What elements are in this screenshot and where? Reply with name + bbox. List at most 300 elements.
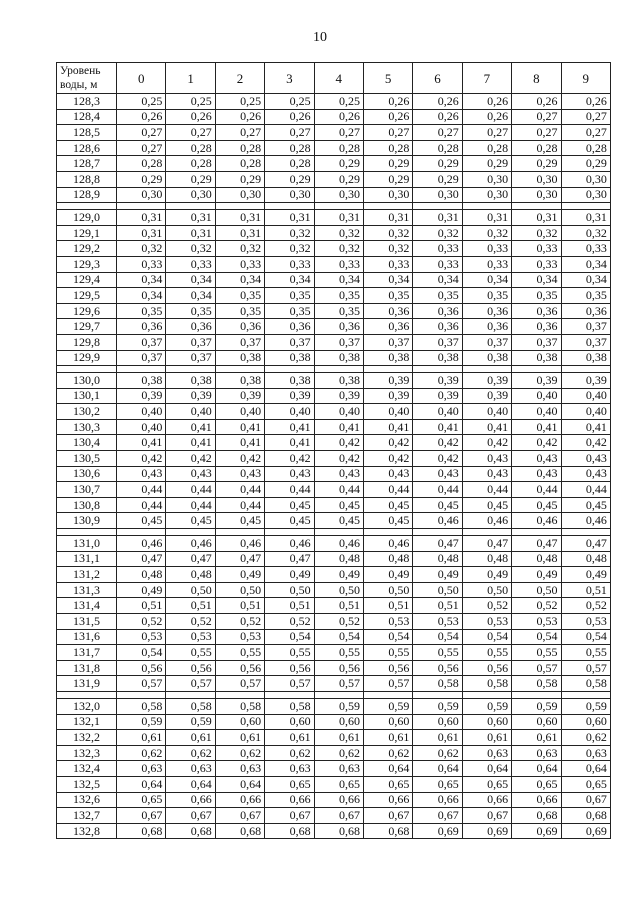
value-cell: 0,50 <box>512 582 561 598</box>
header-level: Уровень воды, м <box>57 63 117 94</box>
value-cell: 0,34 <box>363 272 412 288</box>
value-cell: 0,36 <box>561 303 610 319</box>
value-cell: 0,53 <box>512 614 561 630</box>
value-cell: 0,62 <box>117 745 166 761</box>
value-cell: 0,49 <box>117 582 166 598</box>
table-row <box>57 334 611 350</box>
value-cell: 0,51 <box>413 598 462 614</box>
value-cell: 0,41 <box>512 419 561 435</box>
value-cell: 0,35 <box>265 303 314 319</box>
level-cell: 131,7 <box>57 645 117 661</box>
value-cell: 0,50 <box>314 582 363 598</box>
value-cell: 0,36 <box>512 303 561 319</box>
level-cell: 128,8 <box>57 171 117 187</box>
value-cell: 0,38 <box>215 350 264 366</box>
value-cell: 0,34 <box>166 272 215 288</box>
value-cell: 0,38 <box>512 350 561 366</box>
level-cell: 128,4 <box>57 109 117 125</box>
value-cell: 0,42 <box>561 435 610 451</box>
separator-cell <box>166 529 215 536</box>
value-cell: 0,46 <box>215 536 264 552</box>
level-cell: 131,1 <box>57 551 117 567</box>
value-cell: 0,67 <box>462 808 511 824</box>
separator-cell <box>363 529 412 536</box>
separator-cell <box>57 691 117 698</box>
value-cell: 0,52 <box>561 598 610 614</box>
header-digit: 4 <box>314 63 363 94</box>
value-cell: 0,26 <box>363 109 412 125</box>
table-row <box>57 225 611 241</box>
level-cell: 131,3 <box>57 582 117 598</box>
value-cell: 0,43 <box>363 466 412 482</box>
value-cell: 0,40 <box>413 404 462 420</box>
value-cell: 0,61 <box>512 730 561 746</box>
value-cell: 0,61 <box>413 730 462 746</box>
value-cell: 0,31 <box>512 210 561 226</box>
value-cell: 0,45 <box>314 513 363 529</box>
value-cell: 0,58 <box>117 698 166 714</box>
value-cell: 0,33 <box>413 241 462 257</box>
value-cell: 0,28 <box>265 140 314 156</box>
value-cell: 0,63 <box>561 745 610 761</box>
value-cell: 0,65 <box>314 776 363 792</box>
value-cell: 0,40 <box>363 404 412 420</box>
value-cell: 0,30 <box>363 187 412 203</box>
value-cell: 0,55 <box>512 645 561 661</box>
value-cell: 0,63 <box>215 761 264 777</box>
value-cell: 0,45 <box>166 513 215 529</box>
value-cell: 0,48 <box>314 551 363 567</box>
value-cell: 0,32 <box>314 241 363 257</box>
table-row <box>57 466 611 482</box>
value-cell: 0,42 <box>215 451 264 467</box>
value-cell: 0,27 <box>117 140 166 156</box>
separator-cell <box>561 529 610 536</box>
value-cell: 0,59 <box>561 698 610 714</box>
value-cell: 0,61 <box>314 730 363 746</box>
level-cell: 128,6 <box>57 140 117 156</box>
value-cell: 0,30 <box>413 187 462 203</box>
value-cell: 0,40 <box>512 388 561 404</box>
value-cell: 0,37 <box>413 334 462 350</box>
value-cell: 0,28 <box>462 140 511 156</box>
value-cell: 0,34 <box>561 272 610 288</box>
value-cell: 0,36 <box>462 303 511 319</box>
separator-cell <box>265 529 314 536</box>
value-cell: 0,30 <box>117 187 166 203</box>
separator-cell <box>314 691 363 698</box>
value-cell: 0,62 <box>363 745 412 761</box>
value-cell: 0,56 <box>413 660 462 676</box>
value-cell: 0,65 <box>462 776 511 792</box>
value-cell: 0,44 <box>512 482 561 498</box>
separator-cell <box>314 203 363 210</box>
value-cell: 0,29 <box>166 171 215 187</box>
separator-cell <box>561 366 610 373</box>
separator-cell <box>57 529 117 536</box>
level-cell: 132,3 <box>57 745 117 761</box>
value-cell: 0,60 <box>561 714 610 730</box>
table-row <box>57 761 611 777</box>
level-cell: 132,2 <box>57 730 117 746</box>
value-cell: 0,49 <box>363 567 412 583</box>
value-cell: 0,45 <box>363 513 412 529</box>
value-cell: 0,61 <box>462 730 511 746</box>
value-cell: 0,45 <box>265 497 314 513</box>
value-cell: 0,62 <box>314 745 363 761</box>
value-cell: 0,68 <box>561 808 610 824</box>
value-cell: 0,38 <box>561 350 610 366</box>
value-cell: 0,30 <box>462 171 511 187</box>
table-row <box>57 451 611 467</box>
value-cell: 0,40 <box>512 404 561 420</box>
value-cell: 0,43 <box>512 451 561 467</box>
level-cell: 132,8 <box>57 823 117 839</box>
value-cell: 0,60 <box>215 714 264 730</box>
value-cell: 0,54 <box>117 645 166 661</box>
value-cell: 0,66 <box>512 792 561 808</box>
value-cell: 0,57 <box>117 676 166 692</box>
value-cell: 0,53 <box>413 614 462 630</box>
value-cell: 0,36 <box>117 319 166 335</box>
value-cell: 0,67 <box>265 808 314 824</box>
value-cell: 0,69 <box>462 823 511 839</box>
value-cell: 0,41 <box>166 419 215 435</box>
value-cell: 0,30 <box>561 187 610 203</box>
value-cell: 0,26 <box>462 109 511 125</box>
separator-cell <box>462 366 511 373</box>
value-cell: 0,41 <box>215 419 264 435</box>
value-cell: 0,46 <box>462 513 511 529</box>
header-digit: 3 <box>265 63 314 94</box>
separator-cell <box>166 203 215 210</box>
level-cell: 129,8 <box>57 334 117 350</box>
value-cell: 0,55 <box>265 645 314 661</box>
value-cell: 0,36 <box>413 303 462 319</box>
value-cell: 0,52 <box>462 598 511 614</box>
separator-cell <box>512 203 561 210</box>
value-cell: 0,36 <box>166 319 215 335</box>
table-row <box>57 156 611 172</box>
value-cell: 0,37 <box>117 334 166 350</box>
value-cell: 0,32 <box>215 241 264 257</box>
value-cell: 0,51 <box>117 598 166 614</box>
value-cell: 0,26 <box>166 109 215 125</box>
value-cell: 0,55 <box>363 645 412 661</box>
value-cell: 0,42 <box>512 435 561 451</box>
value-cell: 0,45 <box>215 513 264 529</box>
header-digit: 7 <box>462 63 511 94</box>
value-cell: 0,26 <box>413 94 462 110</box>
value-cell: 0,27 <box>462 125 511 141</box>
value-cell: 0,36 <box>265 319 314 335</box>
value-cell: 0,39 <box>166 388 215 404</box>
value-cell: 0,60 <box>265 714 314 730</box>
value-cell: 0,32 <box>512 225 561 241</box>
value-cell: 0,58 <box>462 676 511 692</box>
value-cell: 0,39 <box>462 373 511 389</box>
value-cell: 0,44 <box>215 482 264 498</box>
separator-cell <box>215 691 264 698</box>
value-cell: 0,42 <box>462 435 511 451</box>
value-cell: 0,58 <box>413 676 462 692</box>
table-row <box>57 435 611 451</box>
value-cell: 0,32 <box>561 225 610 241</box>
value-cell: 0,28 <box>265 156 314 172</box>
value-cell: 0,54 <box>314 629 363 645</box>
table-row <box>57 272 611 288</box>
value-cell: 0,37 <box>561 334 610 350</box>
level-cell: 129,6 <box>57 303 117 319</box>
value-cell: 0,46 <box>413 513 462 529</box>
value-cell: 0,62 <box>413 745 462 761</box>
value-cell: 0,39 <box>117 388 166 404</box>
value-cell: 0,58 <box>512 676 561 692</box>
value-cell: 0,41 <box>314 419 363 435</box>
separator-cell <box>314 529 363 536</box>
value-cell: 0,26 <box>512 94 561 110</box>
value-cell: 0,44 <box>166 482 215 498</box>
value-cell: 0,64 <box>215 776 264 792</box>
value-cell: 0,42 <box>314 451 363 467</box>
value-cell: 0,50 <box>265 582 314 598</box>
value-cell: 0,47 <box>462 536 511 552</box>
table-row <box>57 288 611 304</box>
value-cell: 0,62 <box>215 745 264 761</box>
value-cell: 0,46 <box>265 536 314 552</box>
value-cell: 0,31 <box>215 225 264 241</box>
table-row <box>57 187 611 203</box>
value-cell: 0,58 <box>215 698 264 714</box>
value-cell: 0,68 <box>117 823 166 839</box>
level-cell: 129,5 <box>57 288 117 304</box>
value-cell: 0,37 <box>512 334 561 350</box>
value-cell: 0,52 <box>265 614 314 630</box>
value-cell: 0,41 <box>265 419 314 435</box>
separator-cell <box>363 691 412 698</box>
value-cell: 0,67 <box>117 808 166 824</box>
value-cell: 0,28 <box>117 156 166 172</box>
table-row <box>57 714 611 730</box>
value-cell: 0,54 <box>413 629 462 645</box>
value-cell: 0,36 <box>363 319 412 335</box>
value-cell: 0,28 <box>314 140 363 156</box>
value-cell: 0,57 <box>314 676 363 692</box>
group-separator <box>57 203 611 210</box>
value-cell: 0,62 <box>265 745 314 761</box>
table-row <box>57 745 611 761</box>
separator-cell <box>512 366 561 373</box>
value-cell: 0,60 <box>462 714 511 730</box>
level-cell: 132,1 <box>57 714 117 730</box>
value-cell: 0,28 <box>215 156 264 172</box>
value-cell: 0,46 <box>512 513 561 529</box>
value-cell: 0,43 <box>462 466 511 482</box>
value-cell: 0,57 <box>215 676 264 692</box>
value-cell: 0,28 <box>413 140 462 156</box>
value-cell: 0,59 <box>117 714 166 730</box>
value-cell: 0,53 <box>117 629 166 645</box>
value-cell: 0,34 <box>117 272 166 288</box>
value-cell: 0,36 <box>363 303 412 319</box>
value-cell: 0,37 <box>265 334 314 350</box>
value-cell: 0,56 <box>265 660 314 676</box>
value-cell: 0,53 <box>462 614 511 630</box>
value-cell: 0,28 <box>512 140 561 156</box>
separator-cell <box>363 203 412 210</box>
level-cell: 128,7 <box>57 156 117 172</box>
value-cell: 0,33 <box>462 256 511 272</box>
value-cell: 0,61 <box>363 730 412 746</box>
value-cell: 0,25 <box>117 94 166 110</box>
value-cell: 0,40 <box>166 404 215 420</box>
value-cell: 0,59 <box>166 714 215 730</box>
value-cell: 0,31 <box>413 210 462 226</box>
separator-cell <box>265 691 314 698</box>
value-cell: 0,29 <box>265 171 314 187</box>
table-row <box>57 419 611 435</box>
value-cell: 0,40 <box>117 404 166 420</box>
value-cell: 0,32 <box>117 241 166 257</box>
header-digit: 1 <box>166 63 215 94</box>
value-cell: 0,29 <box>117 171 166 187</box>
value-cell: 0,27 <box>561 125 610 141</box>
value-cell: 0,41 <box>561 419 610 435</box>
value-cell: 0,35 <box>166 303 215 319</box>
value-cell: 0,39 <box>561 373 610 389</box>
value-cell: 0,26 <box>215 109 264 125</box>
value-cell: 0,26 <box>413 109 462 125</box>
value-cell: 0,42 <box>413 435 462 451</box>
value-cell: 0,65 <box>265 776 314 792</box>
value-cell: 0,68 <box>166 823 215 839</box>
value-cell: 0,31 <box>166 225 215 241</box>
level-cell: 130,4 <box>57 435 117 451</box>
value-cell: 0,53 <box>363 614 412 630</box>
value-cell: 0,31 <box>363 210 412 226</box>
value-cell: 0,37 <box>166 334 215 350</box>
table-row <box>57 171 611 187</box>
value-cell: 0,33 <box>265 256 314 272</box>
value-cell: 0,41 <box>462 419 511 435</box>
table-row <box>57 660 611 676</box>
header-digit: 2 <box>215 63 264 94</box>
value-cell: 0,40 <box>561 404 610 420</box>
value-cell: 0,56 <box>363 660 412 676</box>
value-cell: 0,48 <box>561 551 610 567</box>
value-cell: 0,68 <box>215 823 264 839</box>
value-cell: 0,33 <box>512 241 561 257</box>
value-cell: 0,32 <box>166 241 215 257</box>
value-cell: 0,55 <box>215 645 264 661</box>
value-cell: 0,38 <box>166 373 215 389</box>
value-cell: 0,69 <box>512 823 561 839</box>
separator-cell <box>561 691 610 698</box>
value-cell: 0,31 <box>117 225 166 241</box>
separator-cell <box>215 203 264 210</box>
value-cell: 0,43 <box>265 466 314 482</box>
table-row <box>57 582 611 598</box>
value-cell: 0,43 <box>512 466 561 482</box>
value-cell: 0,35 <box>462 288 511 304</box>
value-cell: 0,67 <box>413 808 462 824</box>
value-cell: 0,35 <box>413 288 462 304</box>
value-cell: 0,29 <box>561 156 610 172</box>
table-row <box>57 109 611 125</box>
level-cell: 130,8 <box>57 497 117 513</box>
value-cell: 0,63 <box>314 761 363 777</box>
value-cell: 0,60 <box>314 714 363 730</box>
value-cell: 0,56 <box>117 660 166 676</box>
separator-cell <box>462 203 511 210</box>
value-cell: 0,56 <box>215 660 264 676</box>
value-cell: 0,47 <box>117 551 166 567</box>
value-cell: 0,41 <box>413 419 462 435</box>
value-cell: 0,49 <box>215 567 264 583</box>
page-number: 10 <box>313 30 327 45</box>
value-cell: 0,38 <box>265 373 314 389</box>
value-cell: 0,33 <box>314 256 363 272</box>
value-cell: 0,66 <box>166 792 215 808</box>
value-cell: 0,29 <box>413 171 462 187</box>
value-cell: 0,27 <box>314 125 363 141</box>
table-row <box>57 350 611 366</box>
value-cell: 0,31 <box>215 210 264 226</box>
table-row <box>57 513 611 529</box>
value-cell: 0,40 <box>215 404 264 420</box>
value-cell: 0,55 <box>462 645 511 661</box>
level-cell: 128,9 <box>57 187 117 203</box>
value-cell: 0,30 <box>561 171 610 187</box>
value-cell: 0,42 <box>413 451 462 467</box>
value-cell: 0,30 <box>166 187 215 203</box>
value-cell: 0,26 <box>363 94 412 110</box>
value-cell: 0,29 <box>462 156 511 172</box>
value-cell: 0,31 <box>117 210 166 226</box>
level-cell: 129,2 <box>57 241 117 257</box>
level-cell: 129,3 <box>57 256 117 272</box>
value-cell: 0,52 <box>166 614 215 630</box>
header-digit: 9 <box>561 63 610 94</box>
level-cell: 131,6 <box>57 629 117 645</box>
value-cell: 0,44 <box>215 497 264 513</box>
value-cell: 0,33 <box>462 241 511 257</box>
separator-cell <box>413 203 462 210</box>
value-cell: 0,26 <box>314 109 363 125</box>
value-cell: 0,35 <box>561 288 610 304</box>
value-cell: 0,56 <box>462 660 511 676</box>
value-cell: 0,35 <box>265 288 314 304</box>
value-cell: 0,50 <box>413 582 462 598</box>
level-cell: 132,0 <box>57 698 117 714</box>
value-cell: 0,36 <box>314 319 363 335</box>
value-cell: 0,35 <box>314 303 363 319</box>
value-cell: 0,64 <box>363 761 412 777</box>
value-cell: 0,39 <box>265 388 314 404</box>
value-cell: 0,31 <box>166 210 215 226</box>
value-cell: 0,44 <box>117 497 166 513</box>
separator-cell <box>57 366 117 373</box>
value-cell: 0,48 <box>512 551 561 567</box>
value-cell: 0,53 <box>166 629 215 645</box>
value-cell: 0,44 <box>413 482 462 498</box>
value-cell: 0,53 <box>561 614 610 630</box>
value-cell: 0,29 <box>413 156 462 172</box>
value-cell: 0,55 <box>413 645 462 661</box>
value-cell: 0,27 <box>166 125 215 141</box>
value-cell: 0,29 <box>363 156 412 172</box>
value-cell: 0,32 <box>363 241 412 257</box>
